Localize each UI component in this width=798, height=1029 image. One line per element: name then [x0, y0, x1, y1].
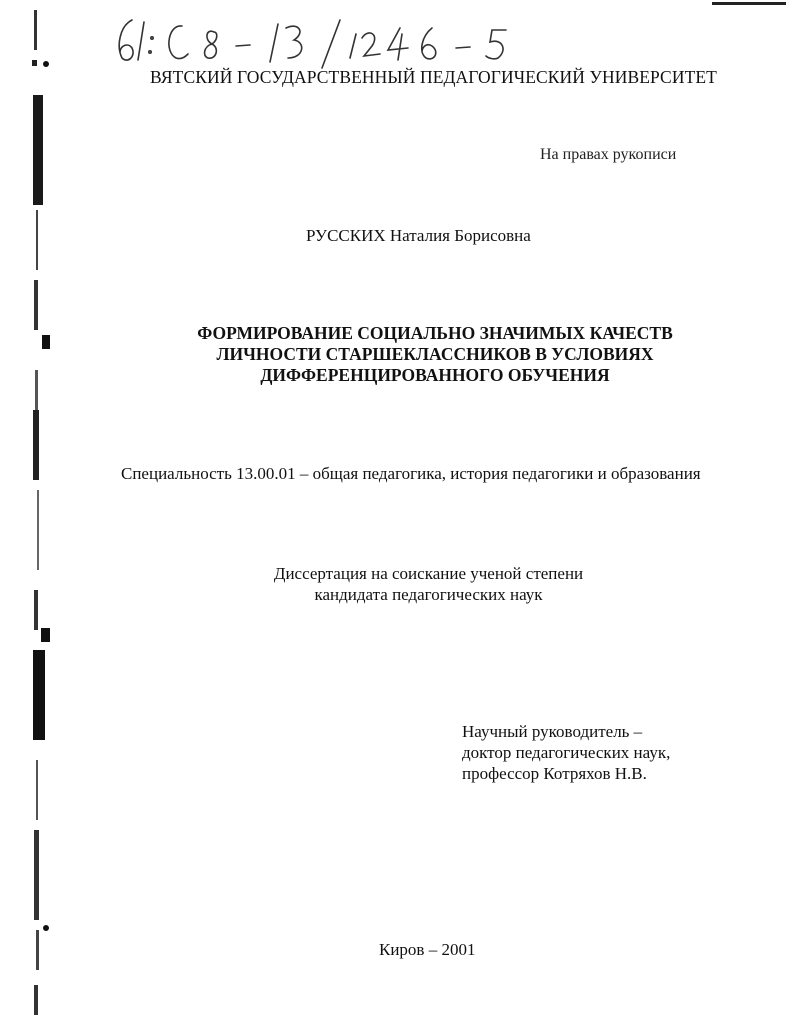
- city-year: Киров – 2001: [379, 940, 476, 959]
- specialty-line: Специальность 13.00.01 – общая педагогика, история педагогики и образования: [121, 464, 701, 483]
- dissertation-title: [170, 323, 700, 386]
- handwritten-archive-code: [110, 12, 580, 70]
- author-name: РУССКИХ Наталия Борисовна: [306, 226, 531, 245]
- title-line: ДИФФЕРЕНЦИРОВАННОГО ОБУЧЕНИЯ: [260, 365, 610, 385]
- manuscript-rights-note: На правах рукописи: [540, 146, 677, 163]
- title-line: ФОРМИРОВАНИЕ СОЦИАЛЬНО ЗНАЧИМЫХ КАЧЕСТВ: [197, 323, 673, 343]
- advisor-line: Научный руководитель –: [462, 722, 643, 741]
- degree-statement: [250, 563, 607, 605]
- title-line: ЛИЧНОСТИ СТАРШЕКЛАССНИКОВ В УСЛОВИЯХ: [216, 344, 654, 364]
- advisor-line: профессор Котряхов Н.В.: [462, 764, 647, 783]
- degree-line: Диссертация на соискание ученой степени: [273, 564, 584, 583]
- scan-binding-edge: [28, 0, 68, 1029]
- scan-top-rule: [712, 2, 786, 5]
- scientific-advisor: [462, 721, 670, 784]
- advisor-line: доктор педагогических наук,: [462, 743, 671, 762]
- degree-line: кандидата педагогических наук: [314, 585, 543, 604]
- university-name: ВЯТСКИЙ ГОСУДАРСТВЕННЫЙ ПЕДАГОГИЧЕСКИЙ УНИВЕРСИТЕТ: [150, 67, 717, 87]
